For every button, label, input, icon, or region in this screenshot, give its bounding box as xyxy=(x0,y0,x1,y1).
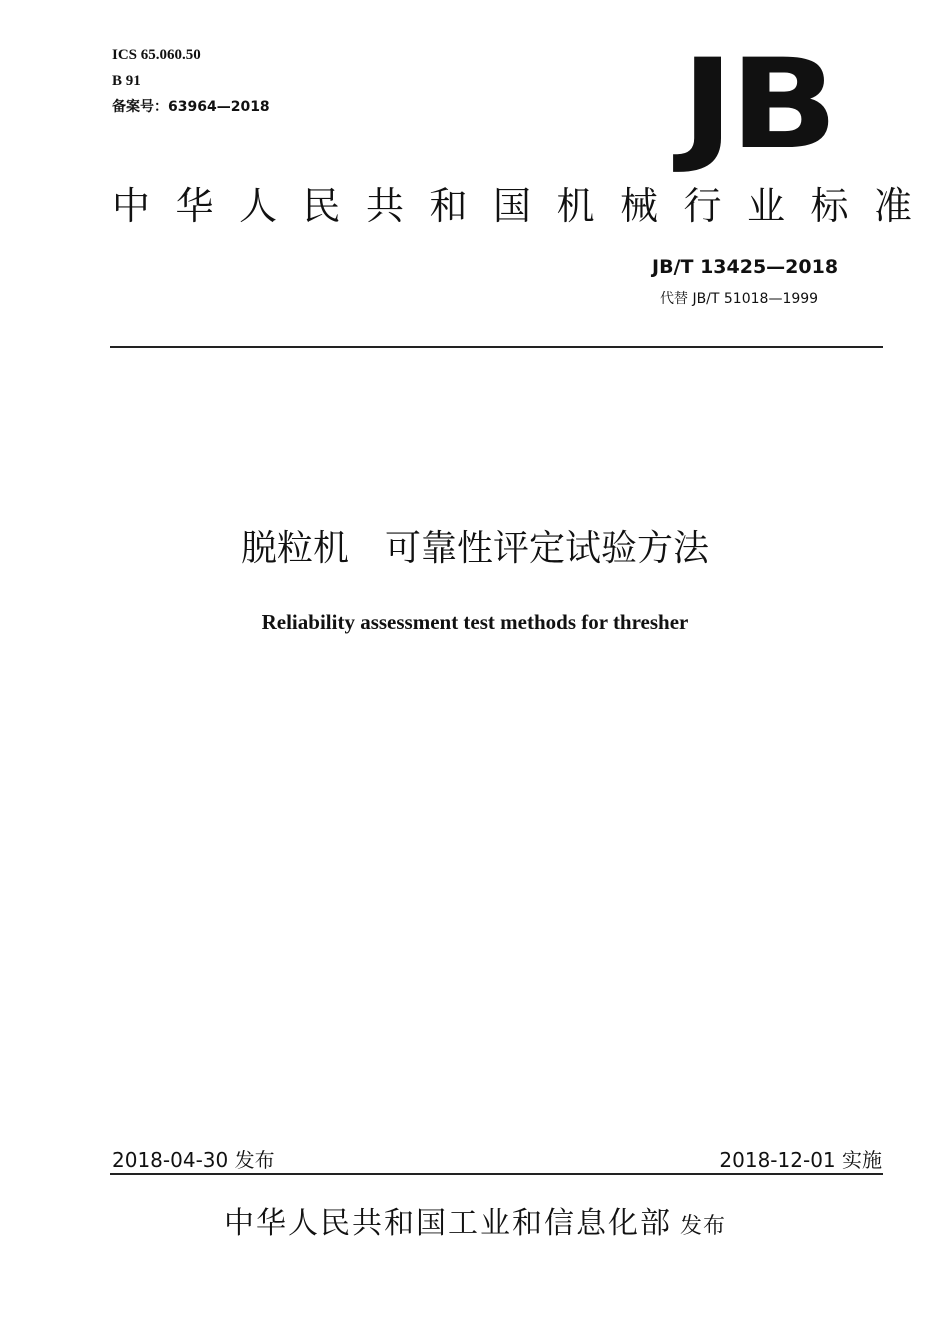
document-title-english: Reliability assessment test methods for thresher xyxy=(261,610,689,634)
publisher-name: 中华人民共和国工业和信息化部 xyxy=(223,1206,672,1241)
bottom-divider xyxy=(110,1173,883,1175)
standard-number: JB/T 13425—2018 xyxy=(652,256,839,278)
top-divider xyxy=(110,346,883,348)
replaces-standard: 代替 JB/T 51018—1999 xyxy=(660,291,819,307)
jb-logo: JB xyxy=(681,33,834,177)
implementation-date: 2018-12-01 实施 xyxy=(719,1148,882,1172)
issue-date: 2018-04-30 发布 xyxy=(112,1148,275,1172)
record-number: 备案号：63964—2018 xyxy=(112,99,270,115)
ics-code: ICS 65.060.50 xyxy=(112,47,201,63)
document-title-chinese: 脱粒机 可靠性评定试验方法 xyxy=(240,528,709,569)
classification-code: B 91 xyxy=(112,73,141,89)
publisher xyxy=(0,1198,950,1242)
publisher-suffix: 发布 xyxy=(679,1214,726,1239)
standard-body-title: 中华人民共和国机械行业标准 xyxy=(112,184,938,228)
